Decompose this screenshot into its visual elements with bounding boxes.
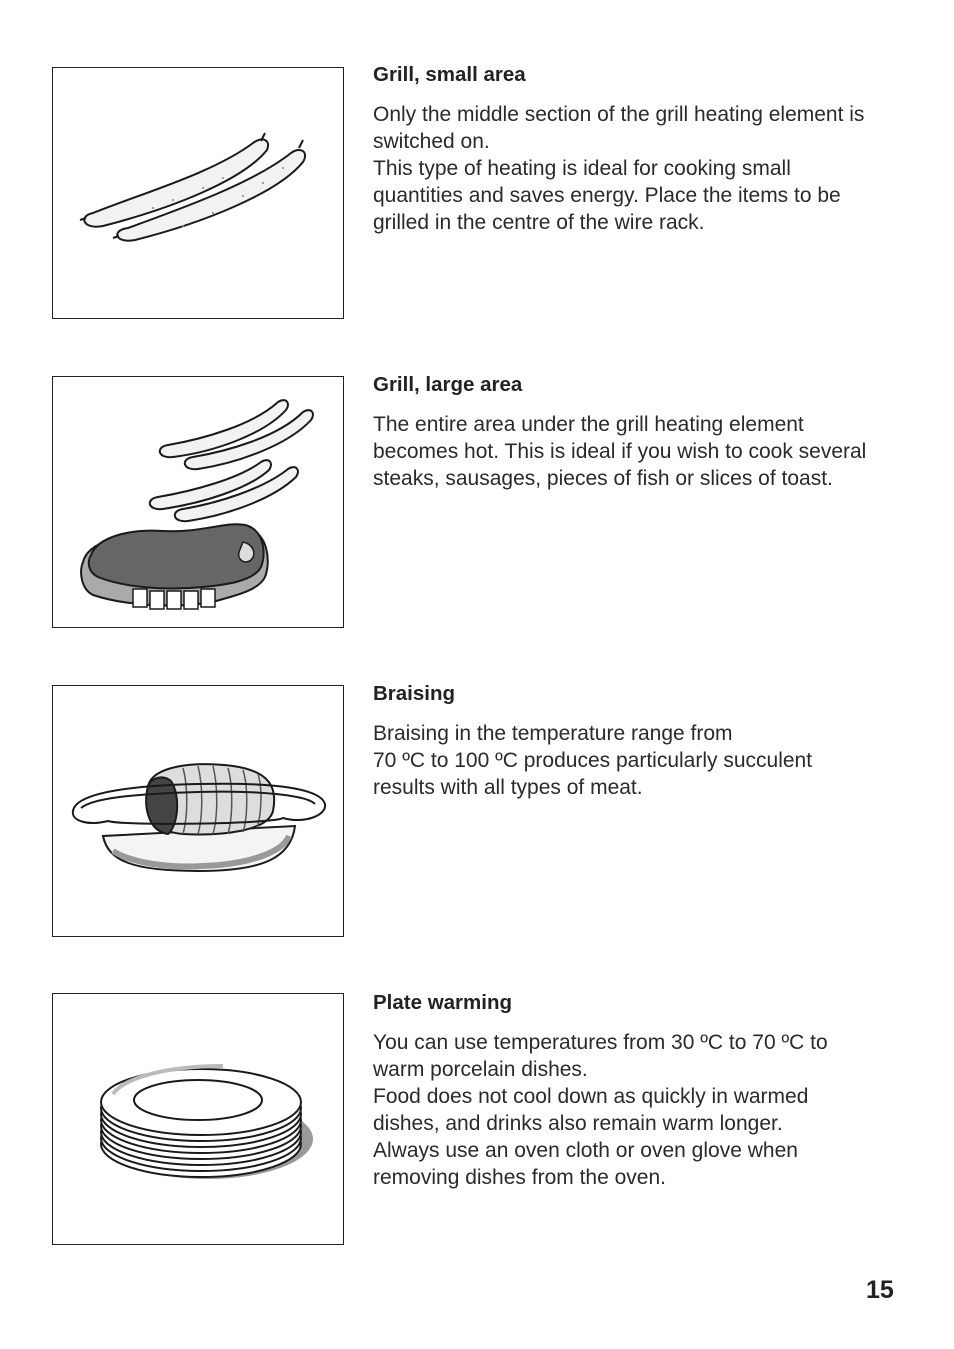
section-text [373, 62, 903, 236]
section-heading: Grill, large area [373, 373, 523, 396]
section-text [373, 372, 903, 492]
illustration-frame [52, 67, 344, 319]
illustration-frame [52, 993, 344, 1245]
section-heading: Grill, small area [373, 63, 526, 86]
section-text [373, 990, 903, 1191]
steak-and-sausages-icon [53, 377, 343, 627]
illustration-frame [52, 685, 344, 937]
sausages-icon [53, 68, 343, 318]
illustration-frame [52, 376, 344, 628]
page-number: 15 [866, 1276, 894, 1304]
plate-stack-icon [53, 994, 343, 1244]
section-text [373, 681, 903, 801]
roast-in-dish-icon [53, 686, 343, 936]
section-body: Only the middle section of the grill heating element is switched on. This type of heating is ideal for cooking small quantities and saves energy. Place the items to be grilled in the centre of the wire rack. [373, 103, 865, 234]
section-body: You can use temperatures from 30 ºC to 70 ºC to warm porcelain dishes. Food does not cool down as quickly in warmed dishes, and drinks also remain warm longer. Always use an oven cloth or oven glove when removing dishes from the oven. [373, 1031, 828, 1189]
section-heading: Braising [373, 682, 456, 705]
section-body: The entire area under the grill heating element becomes hot. This is ideal if you wish to cook several steaks, sausages, pieces of fish or slices of toast. [373, 413, 867, 490]
section-body: Braising in the temperature range from 70 ºC to 100 ºC produces particularly succulent results with all types of meat. [373, 722, 813, 799]
section-heading: Plate warming [373, 991, 512, 1014]
